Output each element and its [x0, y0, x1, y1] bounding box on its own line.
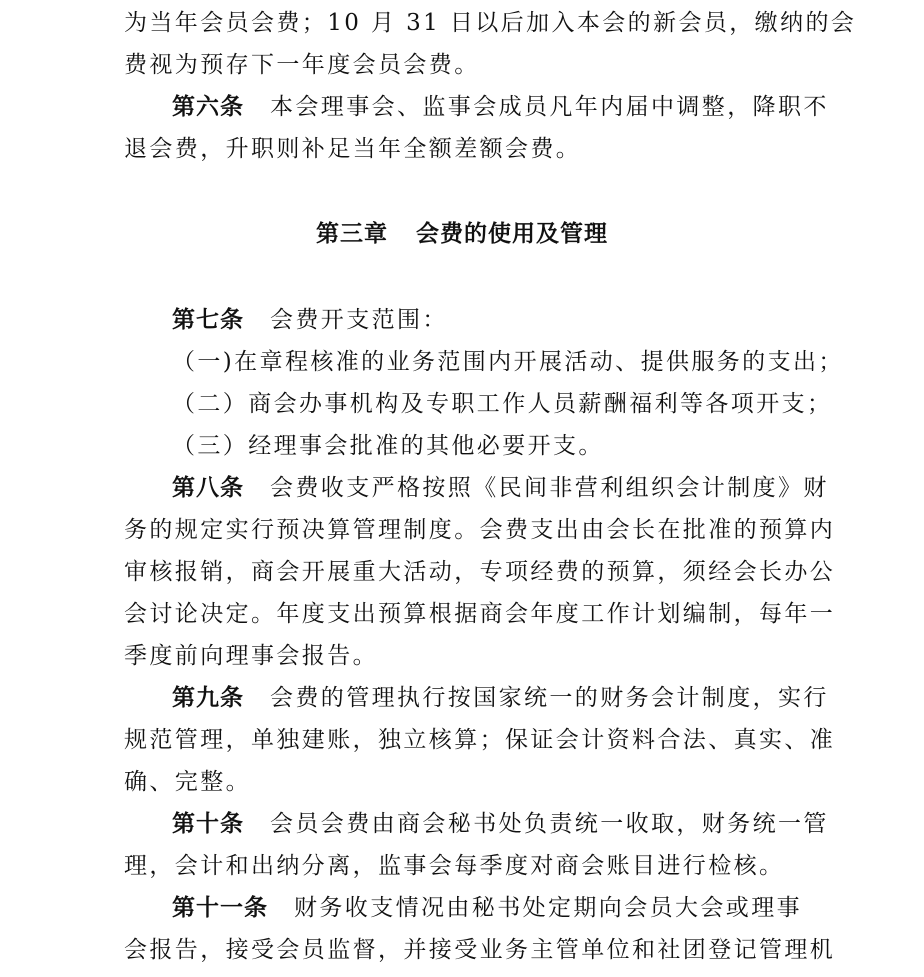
list-item: （一)在章程核准的业务范围内开展活动、提供服务的支出； [172, 349, 844, 375]
text-line: 会讨论决定。年度支出预算根据商会年度工作计划编制，每年一 [124, 601, 836, 627]
article-6 [172, 90, 829, 124]
article-11 [172, 891, 814, 925]
article-label: 第八条 [172, 475, 244, 501]
list-item: （二）商会办事机构及专职工作人员薪酬福利等各项开支； [172, 391, 833, 417]
article-text: 会费的管理执行按国家统一的财务会计制度，实行 [270, 685, 829, 711]
list-item: （三）经理事会批准的其他必要开支。 [172, 433, 604, 459]
article-text: 本会理事会、监事会成员凡年内届中调整，降职不 [270, 94, 829, 120]
chapter-number: 第三章 [316, 221, 388, 247]
text-line: 会报告，接受会员监督，并接受业务主管单位和社团登记管理机 [124, 937, 836, 963]
article-label: 第六条 [172, 94, 244, 120]
text-line: 退会费，升职则补足当年全额差额会费。 [124, 136, 582, 162]
article-7 [172, 303, 814, 337]
text-line: 理，会计和出纳分离，监事会每季度对商会账目进行检核。 [124, 853, 785, 879]
article-label: 第十一条 [172, 895, 268, 921]
text-line: 季度前向理事会报告。 [124, 643, 378, 669]
text-line: 审核报销，商会开展重大活动，专项经费的预算，须经会长办公 [124, 559, 836, 585]
text-line: 费视为预存下一年度会员会费。 [124, 52, 480, 78]
chapter-heading [0, 217, 924, 251]
article-label: 第十条 [172, 811, 244, 837]
article-text: 会费收支严格按照《民间非营利组织会计制度》财 [270, 475, 829, 501]
text-line: 确、完整。 [124, 769, 251, 795]
text-line: 规范管理，单独建账，独立核算；保证会计资料合法、真实、准 [124, 727, 836, 753]
article-label: 第九条 [172, 685, 244, 711]
article-text: 会费开支范围： [270, 307, 448, 333]
article-10 [172, 807, 829, 841]
text-line: 为当年会员会费；10 月 31 日以后加入本会的新会员，缴纳的会 [124, 10, 857, 36]
article-9 [172, 681, 829, 715]
article-text: 财务收支情况由秘书处定期向会员大会或理事 [294, 895, 802, 921]
article-8 [172, 471, 829, 505]
article-text: 会员会费由商会秘书处负责统一收取，财务统一管 [270, 811, 829, 837]
chapter-title: 会费的使用及管理 [416, 221, 608, 247]
article-label: 第七条 [172, 307, 244, 333]
text-line: 务的规定实行预决算管理制度。会费支出由会长在批准的预算内 [124, 517, 836, 543]
